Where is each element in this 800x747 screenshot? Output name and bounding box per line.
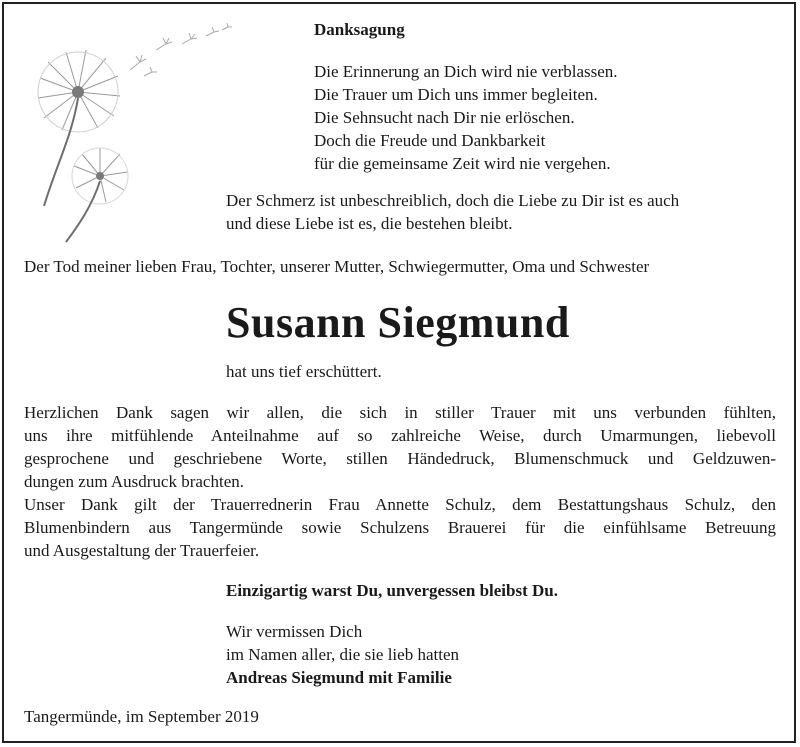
quote-line: Der Schmerz ist unbeschreiblich, doch die Liebe zu Dir ist es auch [226, 191, 680, 210]
poem [314, 60, 618, 175]
paragraph-line: Blumenbindern aus Tangermünde sowie Schulzens Brauerei für die einfühlsame Betreuung [24, 518, 776, 537]
place-date: Tangermünde, im September 2019 [24, 707, 259, 726]
paragraph-line: gesprochene und geschriebene Worte, stillen Händedruck, Blumenschmuck und Geldzuwen- [24, 449, 776, 468]
quote [226, 189, 679, 235]
paragraph-line: und Ausgestaltung der Trauerfeier. [24, 541, 260, 560]
paragraph-line: Herzlichen Dank sagen wir allen, die sich in stiller Trauer mit uns verbunden fühlten, [24, 403, 776, 422]
quote-line: und diese Liebe ist es, die bestehen bleibt. [226, 214, 513, 233]
poem-line: Die Sehnsucht nach Dir nie erlöschen. [314, 108, 575, 127]
poem-line: Die Trauer um Dich uns immer begleiten. [314, 85, 598, 104]
closing-line: im Namen aller, die sie lieb hatten [226, 645, 459, 664]
closing-line: Wir vermissen Dich [226, 622, 363, 641]
closing [226, 620, 459, 689]
intro-text: Der Tod meiner lieben Frau, Tochter, unserer Mutter, Schwiegermutter, Oma und Schwester [24, 257, 650, 276]
poem-line: Die Erinnerung an Dich wird nie verblassen. [314, 62, 618, 81]
thanks-paragraph-2 [24, 493, 776, 562]
paragraph-line: Unser Dank gilt der Trauerrednerin Frau Annette Schulz, dem Bestattungshaus Schulz, den [24, 495, 776, 514]
paragraph-line: uns ihre mitfühlende Anteilnahme auf so zahlreiche Weise, durch Umarmungen, liebevoll [24, 426, 776, 445]
dandelion-icon [26, 16, 246, 246]
paragraph-line: dungen zum Ausdruck brachten. [24, 472, 244, 491]
signature: Andreas Siegmund mit Familie [226, 668, 452, 687]
poem-line: Doch die Freude und Dankbarkeit [314, 131, 546, 150]
motto: Einzigartig warst Du, unvergessen bleibst Du. [226, 581, 558, 600]
poem-line: für die gemeinsame Zeit wird nie vergehen. [314, 154, 611, 173]
deceased-name: Susann Siegmund [226, 298, 570, 347]
thanks-paragraph-1 [24, 401, 776, 493]
subline: hat uns tief erschüttert. [226, 362, 382, 381]
heading: Danksagung [314, 20, 405, 39]
